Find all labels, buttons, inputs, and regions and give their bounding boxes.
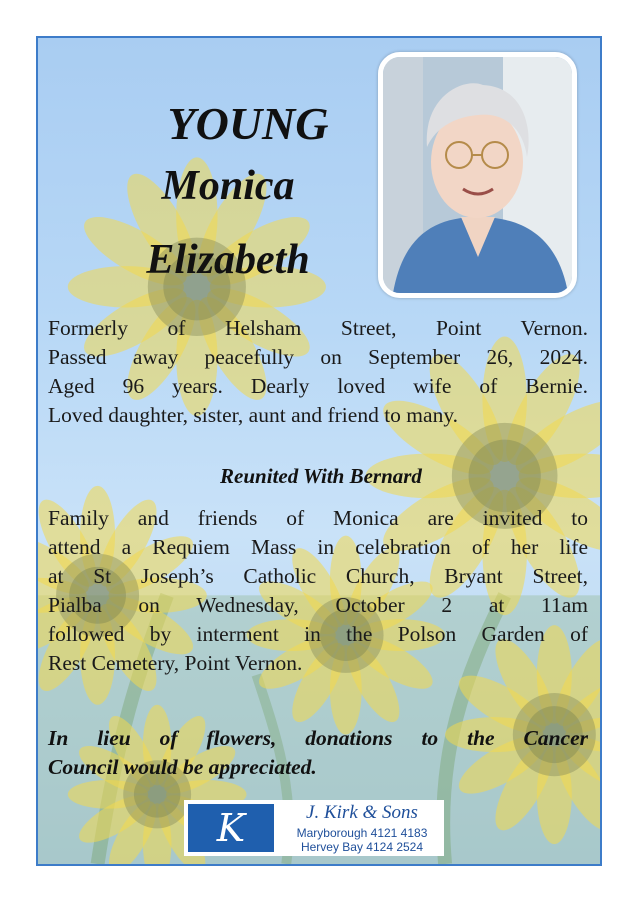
portrait-illustration <box>383 57 572 293</box>
reunited-subheading: Reunited With Bernard <box>220 464 422 488</box>
funeral-director-name: J. Kirk & Sons <box>306 802 418 823</box>
service-line: followed by interment in the Polson Garden of <box>48 622 588 646</box>
intro-line: Passed away peacefully on September 26, 2024. <box>48 345 588 369</box>
intro-line: Loved daughter, sister, aunt and friend to many. <box>48 403 459 427</box>
service-line: Rest Cemetery, Point Vernon. <box>48 651 303 675</box>
funeral-director-logo <box>184 800 444 856</box>
portrait-photo <box>378 52 577 298</box>
service-line: attend a Requiem Mass in celebration of her life <box>48 535 588 559</box>
donation-line: In lieu of flowers, donations to the Cancer <box>48 726 588 750</box>
kirk-logo-mark: K <box>188 804 274 852</box>
service-line: at St Joseph’s Catholic Church, Bryant Street, <box>48 564 588 588</box>
given-name-first: Monica <box>161 163 295 209</box>
contact-maryborough: Maryborough 4121 4183 <box>296 826 428 840</box>
intro-line: Aged 96 years. Dearly loved wife of Bernie. <box>48 374 588 398</box>
given-name-middle: Elizabeth <box>146 237 310 283</box>
surname-heading: YOUNG <box>167 98 329 149</box>
contact-hervey-bay: Hervey Bay 4124 2524 <box>300 840 424 854</box>
service-paragraph <box>48 504 588 678</box>
service-line: Pialba on Wednesday, October 2 at 11am <box>48 593 588 617</box>
donation-line: Council would be appreciated. <box>48 755 317 779</box>
service-line: Family and friends of Monica are invited to <box>48 506 588 530</box>
donation-note <box>48 724 588 782</box>
death-notice <box>36 36 602 866</box>
intro-line: Formerly of Helsham Street, Point Vernon. <box>48 316 588 340</box>
intro-paragraph <box>48 314 588 430</box>
